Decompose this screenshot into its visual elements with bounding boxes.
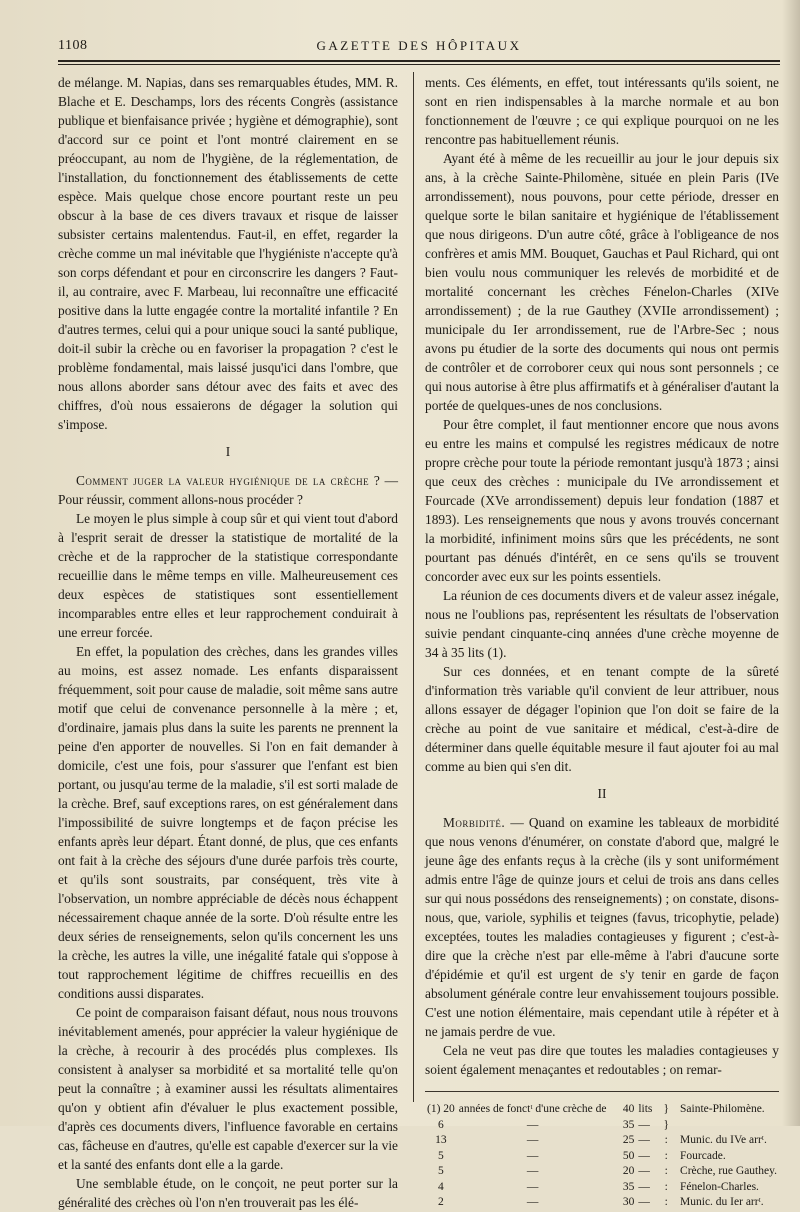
paragraph-lead	[58, 471, 398, 509]
beds: 35	[622, 1180, 635, 1193]
description: —	[526, 1165, 539, 1177]
paragraph: Cela ne veut pas dire que toutes les maladies contagieuses y soient également menaçantes et redoutables ; on remar-	[425, 1043, 779, 1077]
table-row	[425, 1195, 779, 1211]
paragraph: Ayant été à même de les recueillir au jour le jour depuis six ans, à la crèche Sainte-Philomène, située en plein Paris (IVe arrondissement), nous pouvons, pour cette période, dresser en quelque sorte le bilan sanitaire et hygiénique de l'établissement que nous dirigeons. D'un autre côté, grâce à l'obligeance de nos confrères et amis MM. Bouquet, Gauchas et Paul Richard, qui ont bien voulu nous communiquer les relevés de morbidité et de mortalité concernant les crèches Fénelon-Charles (XIVe arrondissement) ; de la rue Gauthey (XVIIe arrondissement) ; municipale du Ier arrondissement, rue de l'Arbre-Sec ; nous avons pu étudier de la sorte des documents qui nous ont permis de contrôler et de corroborer ceux qui nous sont personnels ; ce qui nous autorise à être plus affirmatifs et à généraliser d'autant la portée de quelques-unes de nos conclusions.	[425, 151, 779, 413]
creche-name: Fourcade.	[680, 1149, 726, 1162]
table-row	[425, 1180, 779, 1196]
lead-rest: — Pour réussir, comment allons-nous procéder ?	[58, 473, 398, 507]
creche-name	[678, 1118, 779, 1134]
page-header	[58, 38, 780, 60]
creche-name: Sainte-Philomène.	[680, 1103, 765, 1115]
paragraph: Sur ces données, et en tenant compte de la sûreté d'information très variable qu'il convient de leur attribuer, nous allons essayer de dégager l'opinion que l'on doit se faire de la crèche au point de vue sanitaire et médical, c'est-à-dire de déterminer dans quelle équitable mesure il faut ajouter foi au mal comme au bien qui s'en dit.	[425, 664, 779, 774]
paragraph: La réunion de ces documents divers et de valeur assez inégale, nous ne l'oublions pas, représentent les résultats de l'observation suivie pendant cinquante-cinq années d'une crèche moyenne de 34 à 35 lits (1).	[425, 588, 779, 660]
beds: 40	[622, 1103, 635, 1115]
description: —	[526, 1149, 539, 1162]
paragraph: de mélange. M. Napias, dans ses remarquables études, MM. R. Blache et E. Deschamps, lors des récents Congrès (assistance publique et bienfaisance privée ; hygiène et démographie), sont d'accord sur ce point et l'ont montré clairement en se préoccupant, au nom de l'hygiène, de la réglementation, de l'installation, du fonctionnement des établissements de cette espèce. Mais quelque chose encore pourtant reste un peu obscur à la base de ces divers travaux et risque de laisser subsister certains malentendus. Faut-il, en effet, regarder la crèche comme un mal inévitable que l'hygiéniste n'accepte qu'à son corps défendant et pour en circonscrire les dangers ? Faut-il, au contraire, avec F. Marbeau, lui reconnaître une efficacité positive dans la lutte engagée contre la mortalité infantile ? En d'autres termes, celui qui a pour unique souci la santé publique, doit-il subir la crèche ou en favoriser la propagation ? c'est le problème fondamental, mais laissé jusqu'ici dans l'ombre, que nous allons aborder sans détour avec des faits et avec des chiffres, d'où nous essaierons de dégager la solution qui s'impose.	[58, 75, 398, 432]
separator: :	[664, 1180, 668, 1193]
description: —	[526, 1196, 539, 1208]
paragraph: ments. Ces éléments, en effet, tout intéressants qu'ils soient, ne sont en rien indispensables à la marche normale et au bon fonctionnement de l'œuvre ; ce qui explique pourquoi on ne les rencontre pas habituellement réunis.	[425, 75, 779, 147]
running-title: GAZETTE DES HÔPITAUX	[316, 38, 522, 53]
unit: —	[638, 1134, 650, 1146]
unit: —	[638, 1165, 650, 1177]
separator: :	[664, 1165, 668, 1177]
separator: }	[663, 1103, 669, 1115]
years: 2	[438, 1196, 444, 1208]
beds: 50	[622, 1149, 635, 1162]
footnote	[425, 1102, 779, 1211]
footnote-rule	[425, 1091, 779, 1092]
paragraph: Une semblable étude, on le conçoit, ne peut porter sur la généralité des crèches où l'on n'en trouverait pas les élé-	[58, 1176, 398, 1210]
beds: 35	[622, 1118, 635, 1131]
header-rule-thick	[58, 60, 780, 62]
description: années de fonctᵗ d'une crèche de	[458, 1103, 607, 1115]
separator: :	[664, 1196, 668, 1208]
right-column	[425, 73, 779, 1211]
footnote-table	[425, 1102, 779, 1211]
unit: —	[638, 1180, 650, 1193]
paragraph: Ce point de comparaison faisant défaut, nous nous trouvons inévitablement amenés, pour apprécier la valeur hygiénique de la crèche, à recourir à des procédés plus complexes. Ils consistent à analyser sa morbidité et sa mortalité telle qu'on peut la connaître ; à examiner aussi les résultats alimentaires qu'on y obtient afin d'évaluer le plus exactement possible, d'après ces documents divers, l'influence favorable en certains cas, fâcheuse en d'autres, qu'elle est capable d'exercer sur la vie et la santé des enfants dont elle a la garde.	[58, 1005, 398, 1172]
separator: }	[663, 1118, 669, 1131]
lead-in: Morbidité.	[443, 815, 506, 830]
unit: lits	[638, 1103, 653, 1115]
separator: :	[664, 1134, 668, 1146]
paragraph: Le moyen le plus simple à coup sûr et qui vient tout d'abord à l'esprit serait de dresser la statistique de mortalité de la crèche et de la rapprocher de la statistique correspondante recueillie dans le même temps en ville. Malheureusement ces deux espèces de statistiques sont essentiellement incomparables entre elles et leur rapprochement conduirait à une erreur forcée.	[58, 511, 398, 640]
paragraph: En effet, la population des crèches, dans les grandes villes au moins, est assez nomade. Les enfants disparaissent fréquemment, soit pour cause de maladie, soit même sans autre motif que celui de convenance personnelle à la mère ; et, d'ordinaire, jamais plus dans la suite les parents ne prennent la peine d'en apporter de nouvelles. Si l'on en fait demander à domicile, c'est une fois, pour s'assurer que l'enfant est bien portant, ou jusqu'au terme de la maladie, s'il est sorti malade de la crèche. Bref, sauf exceptions rares, on est généralement dans l'impossibilité de suivre longtemps et de façon précise les enfants après leur départ. Étant donné, de plus, que ces enfants ont fait à la crèche des séjours d'une durée parfois très courte, et qu'ils sont soustraits, par conséquent, très vite à l'observation, un nombre appréciable de décès nous échappent nécessairement chaque année de la sorte. D'où résulte entre les deux séries de renseignements, selon qu'ils concernent les uns la crèche, les autres la ville, une inégalité fatale qui s'oppose à tout rapprochement légitime de chiffres recueillis en des conditions aussi disparates.	[58, 644, 398, 1001]
creche-name: Crèche, rue Gauthey.	[680, 1165, 777, 1177]
lead-rest: — Quand on examine les tableaux de morbidité que nous venons d'énumérer, on constate d'abord que, malgré le jeune âge des enfants reçus à la crèche (ils y sont uniformément admis entre l'âge de quinze jours et celui de trois ans dans celles sur qui nous possédons des renseignements) ; on constate, disons-nous, que, variole, syphilis et teignes (favus, tricophytie, pelade) exceptées, toutes les maladies contagieuses y figurent ; c'est-à-dire que la crèche n'est par elle-même à l'abri d'aucune sorte d'épidémie et qu'il est urgent de s'y tenir en garde de façon absolument générale contre leur envahissement toujours possible. C'est une notion élémentaire, mais cependant utile à répéter et à ne jamais perdre de vue.	[425, 815, 779, 1039]
paragraph: Pour être complet, il faut mentionner encore que nous avons eu entre les mains et compulsé les registres médicaux de notre propre crèche pour toute la période remontant jusqu'à 1873 ; ainsi que ceux des crèches : municipale du IVe arrondissement et Fourcade (XVe arrondissement) depuis leur fondation (1887 et 1893). Les renseignements que nous y avons trouvés concernant la morbidité, infiniment moins sûrs que les précédents, ne sont pourtant pas dénués d'intérêt, en ce sens qu'ils se trouvent concorder avec eux sur les points essentiels.	[425, 417, 779, 584]
years: (1) 20	[427, 1103, 455, 1115]
page-number: 1108	[58, 38, 88, 53]
left-column	[58, 73, 398, 1212]
years: 5	[438, 1149, 444, 1162]
table-row	[425, 1102, 779, 1118]
header-rule-thin	[58, 64, 780, 65]
section-heading-1: I	[225, 444, 231, 459]
table-row	[425, 1118, 779, 1134]
beds: 25	[622, 1134, 635, 1146]
table-row	[425, 1149, 779, 1165]
description: —	[526, 1118, 539, 1131]
lead-in: Comment juger la valeur hygiénique de la crèche ?	[76, 473, 381, 488]
creche-name: Munic. du IVe arrᵗ.	[680, 1134, 767, 1146]
unit: —	[638, 1196, 650, 1208]
creche-name: Fénelon-Charles.	[680, 1180, 759, 1193]
page-edge-shadow	[782, 0, 800, 1126]
section-heading-2: II	[597, 786, 607, 801]
years: 6	[438, 1118, 444, 1131]
separator: :	[664, 1149, 668, 1162]
beds: 30	[622, 1196, 635, 1208]
table-row	[425, 1164, 779, 1180]
paragraph-lead	[425, 813, 779, 1041]
unit: —	[638, 1149, 650, 1162]
unit: —	[638, 1118, 650, 1131]
years: 4	[438, 1180, 444, 1193]
description: —	[526, 1134, 539, 1146]
table-row	[425, 1133, 779, 1149]
years: 5	[438, 1165, 444, 1177]
description: —	[526, 1180, 539, 1193]
column-divider	[413, 72, 414, 1102]
creche-name: Munic. du Ier arrᵗ.	[680, 1196, 764, 1208]
beds: 20	[622, 1165, 635, 1177]
years: 13	[435, 1134, 447, 1146]
